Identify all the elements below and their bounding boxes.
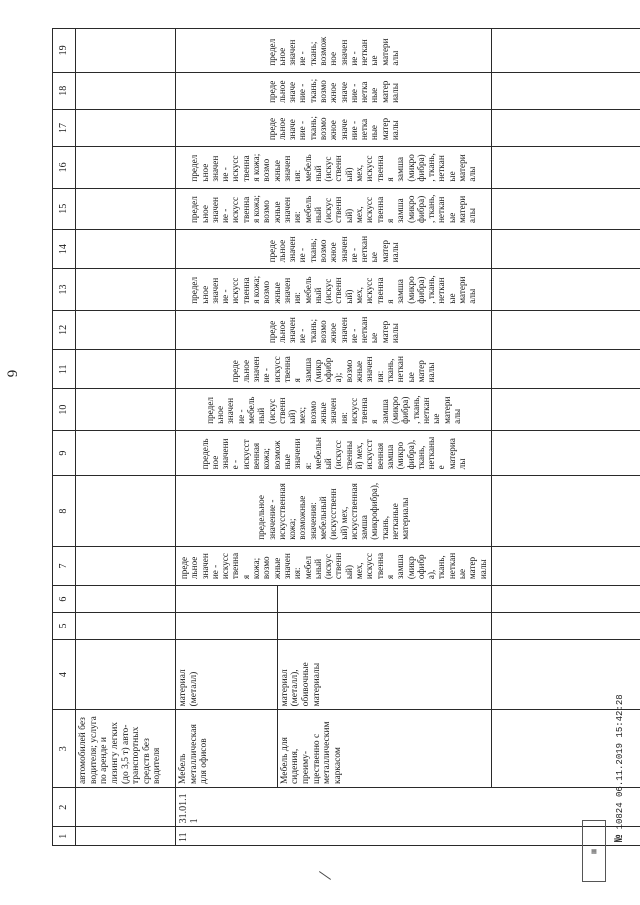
cell (491, 188, 640, 229)
cell-col12: предельное значение - ткань; возможное значение - нетканые материалы (176, 310, 492, 349)
col-header-16: 16 (53, 147, 76, 188)
col-header-8: 8 (53, 476, 76, 546)
cell-col13: предельное значение - искусственная кожа; возможные значения: мебельный (искусственный) мех, искусственная замша (микрофибра), ткань, нетканые материалы (176, 269, 492, 310)
cell (277, 586, 491, 613)
cell-okpd-code: 31.01.11 (176, 788, 640, 827)
cell (76, 269, 176, 310)
cell-col14: предельное значение - ткань; возможное значение - нетканые материалы (176, 229, 492, 268)
table-row-11a (176, 29, 278, 846)
cell (76, 546, 176, 585)
cell-col15: предельное значение - искусственная кожа; возможные значения: мебельный (искусственный) мех, искусственная замша (микрофибра), ткань, нетканые материалы (176, 188, 492, 229)
cell (76, 188, 176, 229)
rotated-table-container (52, 28, 542, 846)
cell-characteristic-1: материал (металл) (176, 639, 278, 709)
col-header-12: 12 (53, 310, 76, 349)
col-header-6: 6 (53, 586, 76, 613)
cell (76, 109, 176, 146)
cell-product-name-1: Мебель металлическая для офисов (176, 710, 278, 788)
cell-col7: предельное значение - искусственная кожа; возможные значения: мебельный (искусственный) мех, искусственная замша (микрофибра), ткань, нетканые материалы (176, 546, 492, 585)
cell (491, 310, 640, 349)
cell (76, 229, 176, 268)
col-header-5: 5 (53, 613, 76, 640)
cell (491, 72, 640, 109)
cell (491, 229, 640, 268)
cell (491, 389, 640, 430)
col-header-2: 2 (53, 788, 76, 827)
cell-characteristic-2: материал (металл), обивочные материалы (277, 639, 491, 709)
header-row (53, 29, 76, 846)
cell-col18: предельное значение - ткань; возможное значение - нетканые материалы (176, 72, 492, 109)
col-header-13: 13 (53, 269, 76, 310)
col-header-18: 18 (53, 72, 76, 109)
cell (76, 310, 176, 349)
cell (277, 613, 491, 640)
cell-col16: предельное значение - искусственная кожа; возможные значения: мебельный (искусственный) мех, искусственная замша (микрофибра), ткань, нетканые материалы (176, 147, 492, 188)
cell (76, 788, 176, 827)
col-header-9: 9 (53, 430, 76, 476)
cell (491, 586, 640, 613)
cell (491, 546, 640, 585)
cell-col19: предельное значение - ткань; возможное значение - нетканые материалы (176, 29, 492, 73)
col-header-19: 19 (53, 29, 76, 73)
cell (491, 350, 640, 389)
registry-logo-icon: ▦ (582, 820, 606, 882)
col-header-11: 11 (53, 350, 76, 389)
cell (76, 29, 176, 73)
cell (491, 29, 640, 73)
cell (76, 613, 176, 640)
table-row-prev (76, 29, 176, 846)
cell (76, 430, 176, 476)
col-header-10: 10 (53, 389, 76, 430)
cell (491, 147, 640, 188)
pen-mark (319, 871, 331, 880)
cell-col8: предельное значение - искусственная кожа; возможные значения: мебельный (искусственный) мех, искусственная замша (микрофибра), ткань, нетканые материалы (176, 476, 492, 546)
cell-col11: предельное значение - искусственная замша (микрофибра); возможные значения: ткань, нетканые материалы (176, 350, 492, 389)
cell-col17: предельное значение - ткань; возможное значение - нетканые материалы (176, 109, 492, 146)
cell-product-name-2: Мебель для сидения, преиму-щественно с металлическим каркасом (277, 710, 491, 788)
cell (76, 72, 176, 109)
cell (76, 586, 176, 613)
cell (491, 613, 640, 640)
cell (76, 389, 176, 430)
cell-col9: предельное значение - искусственная кожа; возможные значения: мебельный (искусственный) мех, искусственная замша (микрофибра), ткань, нетканые материалы (176, 430, 492, 476)
cell (176, 586, 278, 613)
cell-col10: предельное значение - мебельный (искусственный) мех; возможные значения: искусственная замша (микрофибра), ткань, нетканые материалы (176, 389, 492, 430)
cell (491, 269, 640, 310)
cell (491, 109, 640, 146)
col-header-14: 14 (53, 229, 76, 268)
col-header-4: 4 (53, 639, 76, 709)
cell (176, 613, 278, 640)
cell-row-number: 11 (176, 827, 640, 846)
page-number: 6 (3, 369, 20, 378)
col-header-7: 7 (53, 546, 76, 585)
cell (76, 350, 176, 389)
col-header-17: 17 (53, 109, 76, 146)
data-table (52, 28, 640, 846)
col-header-3: 3 (53, 710, 76, 788)
cell (491, 476, 640, 546)
stamp-document-info: 10824 06.11.2019 15:42:28 (615, 694, 625, 830)
cell (76, 827, 176, 846)
registration-stamp (612, 694, 626, 842)
cell (76, 476, 176, 546)
cell (76, 147, 176, 188)
col-header-15: 15 (53, 188, 76, 229)
col-header-1: 1 (53, 827, 76, 846)
cell-prev-col3: автомобилей без водителя; услуга по аренде и лизингу легких (до 3,5 т) авто-транспортных средств без водителя (76, 710, 176, 788)
cell (491, 430, 640, 476)
stamp-number-sign: № (612, 834, 626, 842)
cell-prev-col4 (76, 639, 176, 709)
